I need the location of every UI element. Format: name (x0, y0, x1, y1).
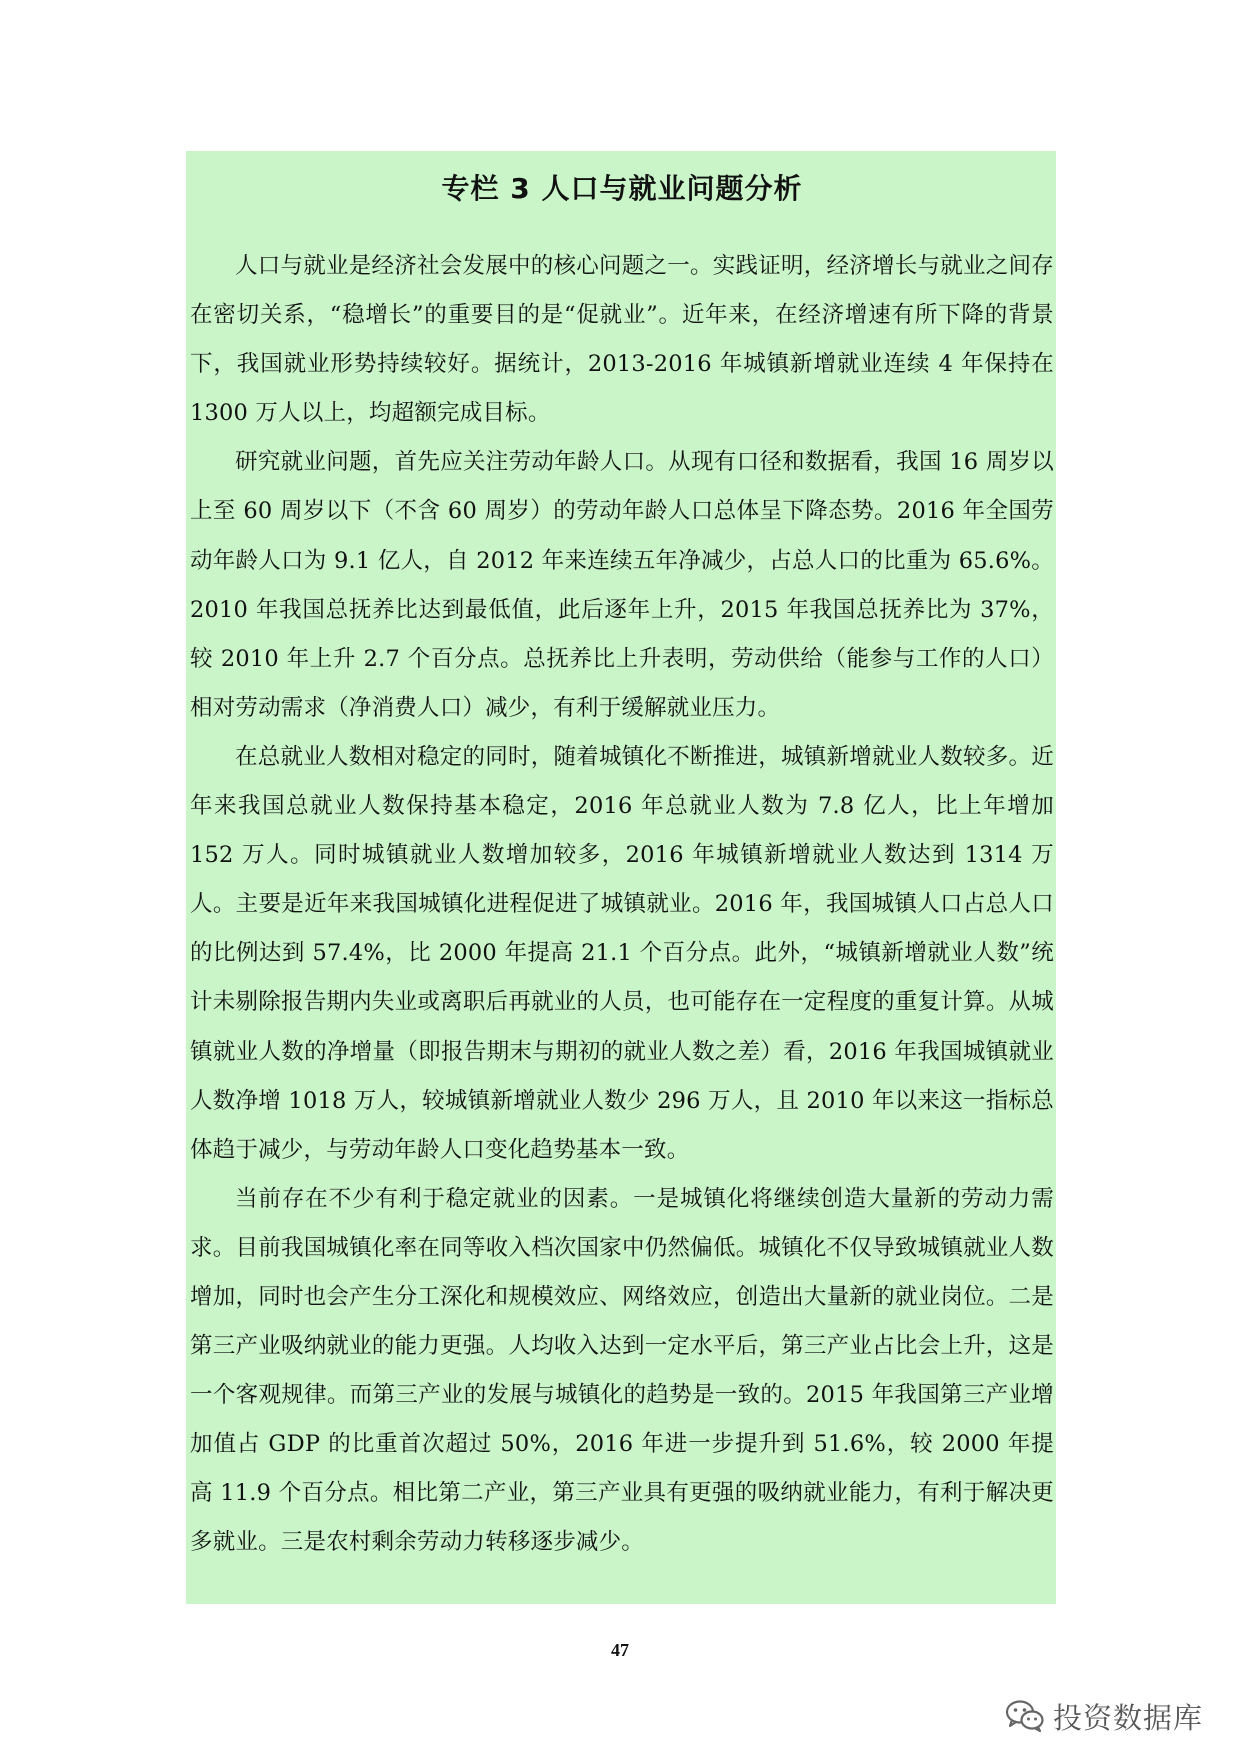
watermark-text: 投资数据库 (1053, 1700, 1204, 1735)
special-column-box (186, 151, 1056, 1604)
paragraph-4: 当前存在不少有利于稳定就业的因素。一是城镇化将继续创造大量新的劳动力需求。目前我国城镇化率在同等收入档次国家中仍然偏低。城镇化不仅导致城镇就业人数增加，同时也会产生分工深化和规模效应、网络效应，创造出大量新的就业岗位。二是第三产业吸纳就业的能力更强。人均收入达到一定水平后，第三产业占比会上升，这是一个客观规律。而第三产业的发展与城镇化的趋势是一致的。2015 年我国第三产业增加值占 GDP 的比重首次超过 50%，2016 年进一步提升到 51.6%，较 2000 年提高 11.9 个百分点。相比第二产业，第三产业具有更强的吸纳就业能力，有利于解决更多就业。三是农村剩余劳动力转移逐步减少。 (190, 1185, 1054, 1556)
column-body (190, 242, 1054, 1568)
wechat-icon (1005, 1699, 1045, 1733)
page-number: 47 (611, 1640, 629, 1660)
paragraph-1: 人口与就业是经济社会发展中的核心问题之一。实践证明，经济增长与就业之间存在密切关系，“稳增长”的重要目的是“促就业”。近年来，在经济增速有所下降的背景下，我国就业形势持续较好。据统计，2013-2016 年城镇新增就业连续 4 年保持在 1300 万人以上，均超额完成目标。 (190, 253, 1054, 427)
column-title: 专栏 3 人口与就业问题分析 (441, 172, 803, 205)
watermark (1005, 1692, 1203, 1740)
paragraph-3: 在总就业人数相对稳定的同时，随着城镇化不断推进，城镇新增就业人数较多。近年来我国总就业人数保持基本稳定，2016 年总就业人数为 7.8 亿人，比上年增加 152 万人。同时城镇就业人数增加较多，2016 年城镇新增就业人数达到 1314 万人。主要是近年来我国城镇化进程促进了城镇就业。2016 年，我国城镇人口占总人口的比例达到 57.4%，比 2000 年提高 21.1 个百分点。此外，“城镇新增就业人数”统计未剔除报告期内失业或离职后再就业的人员，也可能存在一定程度的重复计算。从城镇就业人数的净增量（即报告期末与期初的就业人数之差）看，2016 年我国城镇就业人数净增 1018 万人，较城镇新增就业人数少 296 万人，且 2010 年以来这一指标总体趋于减少，与劳动年龄人口变化趋势基本一致。 (190, 743, 1054, 1163)
paragraph-2: 研究就业问题，首先应关注劳动年龄人口。从现有口径和数据看，我国 16 周岁以上至 60 周岁以下（不含 60 周岁）的劳动年龄人口总体呈下降态势。2016 年全国劳动年龄人口为 9.1 亿人，自 2012 年来连续五年净减少，占总人口的比重为 65.6%。2010 年我国总抚养比达到最低值，此后逐年上升，2015 年我国总抚养比为 37%，较 2010 年上升 2.7 个百分点。总抚养比上升表明，劳动供给（能参与工作的人口）相对劳动需求（净消费人口）减少，有利于缓解就业压力。 (190, 449, 1054, 721)
